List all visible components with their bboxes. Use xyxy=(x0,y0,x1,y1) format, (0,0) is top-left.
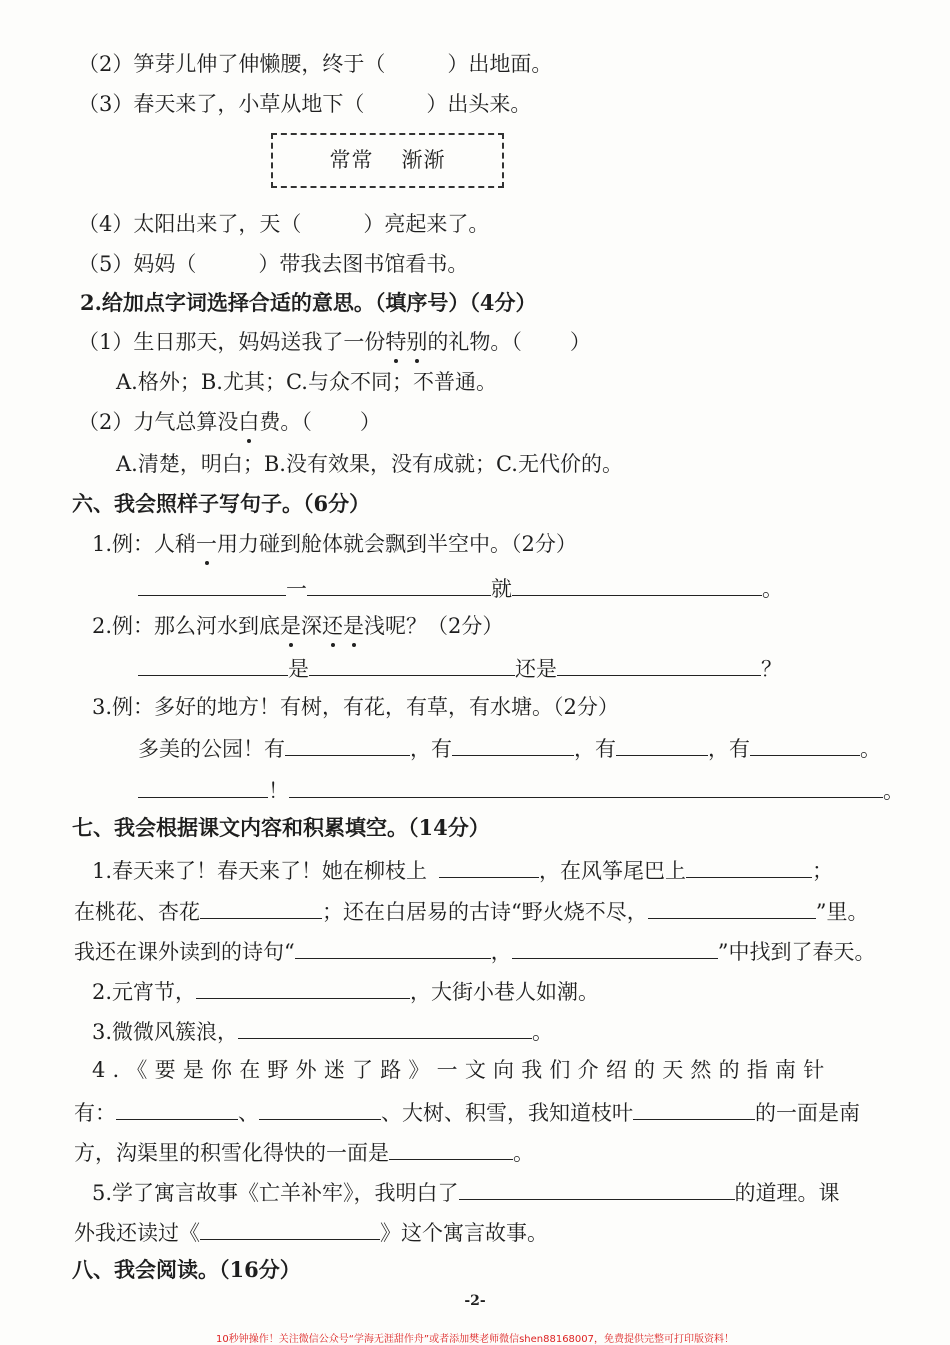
fill-q5: （5）妈妈（ ）带我去图书馆看书。 xyxy=(78,252,469,276)
meaning-q2-options: A.清楚，明白；B.没有效果，没有成就；C.无代价的。 xyxy=(116,452,623,476)
answer-blank[interactable] xyxy=(289,775,883,798)
answer-blank[interactable] xyxy=(616,733,708,756)
example2: 2.例：那么河水到底是深还是浅呢？（2分） xyxy=(92,614,504,638)
meaning-q1-options: A.格外；B.尤其；C.与众不同；不普通。 xyxy=(116,370,497,394)
answer-blank[interactable] xyxy=(285,733,410,756)
answer-blank[interactable] xyxy=(750,733,860,756)
answer-blank[interactable] xyxy=(295,936,491,959)
word-option: 渐渐 xyxy=(401,148,446,172)
fill7-q5-line1: 5.学了寓言故事《亡羊补牢》，我明白了 的道理。课 xyxy=(92,1177,840,1207)
example3: 3.例：多好的地方！有树，有花，有草，有水塘。（2分） xyxy=(92,695,619,719)
answer-blank[interactable] xyxy=(512,936,718,959)
example1: 1.例：人稍一用力碰到舱体就会飘到半空中。（2分） xyxy=(92,532,577,556)
answer-blank[interactable] xyxy=(452,733,574,756)
answer-blank[interactable] xyxy=(307,573,491,596)
answer-blank[interactable] xyxy=(512,573,762,596)
answer-blank[interactable] xyxy=(138,775,268,798)
fill7-q1-line3: 我还在课外读到的诗句“ ， ”中找到了春天。 xyxy=(74,936,876,966)
answer-blank[interactable] xyxy=(633,1097,755,1120)
answer-blank[interactable] xyxy=(196,976,410,999)
word-choice-box xyxy=(271,133,504,188)
page-number: -2- xyxy=(464,1293,486,1309)
example3-answer-line2: ！ 。 xyxy=(138,775,904,805)
meaning-q1: （1）生日那天，妈妈送我了一份特别的礼物。（ ） xyxy=(78,330,591,354)
answer-blank[interactable] xyxy=(439,855,539,878)
answer-blank[interactable] xyxy=(138,653,288,676)
example2-answer: 是 还是 ？ xyxy=(138,653,782,683)
example3-answer-line1: 多美的公园！有 ，有 ，有 ，有 。 xyxy=(138,733,881,763)
fill7-q4-line2: 有： 、 、大树、积雪，我知道枝叶 的一面是南 xyxy=(74,1097,860,1127)
fill-q4: （4）太阳出来了，天（ ）亮起来了。 xyxy=(78,212,490,236)
answer-blank[interactable] xyxy=(309,653,515,676)
answer-blank[interactable] xyxy=(200,896,322,919)
fill7-q1-line1: 1.春天来了！春天来了！她在柳枝上 ，在风筝尾巴上 ； xyxy=(92,855,833,885)
answer-blank[interactable] xyxy=(459,1177,735,1200)
section6-title: 六、我会照样子写句子。（6分） xyxy=(72,491,371,516)
answer-blank[interactable] xyxy=(686,855,812,878)
section7-title: 七、我会根据课文内容和积累填空。（14分） xyxy=(72,815,490,840)
answer-blank[interactable] xyxy=(557,653,761,676)
answer-blank[interactable] xyxy=(389,1137,513,1160)
answer-blank[interactable] xyxy=(200,1217,380,1240)
fill7-q1-line2: 在桃花、杏花 ；还在白居易的古诗“野火烧不尽， ”里。 xyxy=(74,896,869,926)
fill-q2: （2）笋芽儿伸了伸懒腰，终于（ ）出地面。 xyxy=(78,52,553,76)
section8-title: 八、我会阅读。（16分） xyxy=(72,1257,301,1282)
footer-promo: 10秒钟操作！关注微信公众号“学海无涯甜作舟”或者添加樊老师微信shen88168007，免费提供完整可打印版资料！ xyxy=(215,1334,735,1345)
meaning-q2: （2）力气总算没白费。（ ） xyxy=(78,410,381,434)
fill-q3: （3）春天来了，小草从地下（ ）出头来。 xyxy=(78,92,532,116)
answer-blank[interactable] xyxy=(648,896,816,919)
word-option: 常常 xyxy=(329,148,374,172)
answer-blank[interactable] xyxy=(238,1016,532,1039)
fill7-q3: 3.微微风簇浪， 。 xyxy=(92,1016,553,1046)
example1-answer: 一 就 。 xyxy=(138,573,783,603)
fill7-q5-line2: 外我还读过《 》这个寓言故事。 xyxy=(74,1217,548,1247)
fill7-q4-line1: 4.《要是你在野外迷了路》一文向我们介绍的天然的指南针 xyxy=(92,1058,832,1082)
fill7-q4-line3: 方，沟渠里的积雪化得快的一面是 。 xyxy=(74,1137,534,1167)
answer-blank[interactable] xyxy=(138,573,286,596)
meaning-title: 2.给加点字词选择合适的意思。（填序号）（4分） xyxy=(80,290,537,315)
answer-blank[interactable] xyxy=(259,1097,381,1120)
answer-blank[interactable] xyxy=(116,1097,238,1120)
fill7-q2: 2.元宵节， ，大街小巷人如潮。 xyxy=(92,976,599,1006)
